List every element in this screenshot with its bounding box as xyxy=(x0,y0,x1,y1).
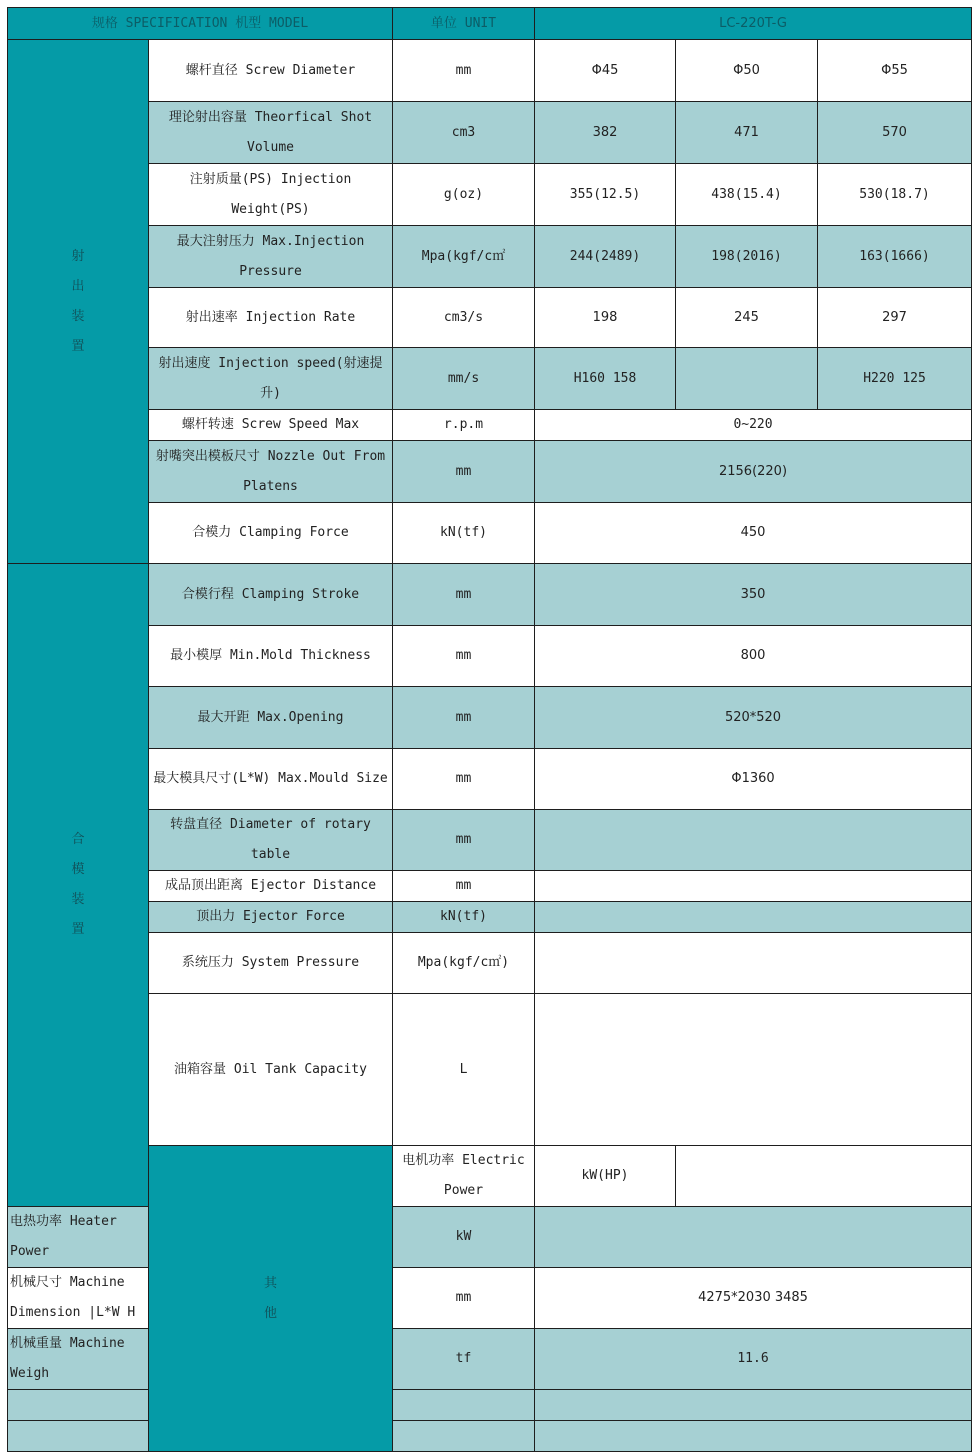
table-row xyxy=(8,871,972,902)
empty-cell xyxy=(393,1390,535,1421)
row-unit: mm xyxy=(393,810,535,871)
value-cell: 245 xyxy=(676,288,818,348)
row-unit: mm xyxy=(393,40,535,102)
row-unit: cm3 xyxy=(393,102,535,164)
row-label: 理论射出容量 Theorfical Shot Volume xyxy=(149,102,393,164)
row-label: 射出速度 Injection speed(射速提升) xyxy=(149,348,393,410)
value-cell: 2156(220) xyxy=(535,441,972,503)
row-label: 螺杆直径 Screw Diameter xyxy=(149,40,393,102)
row-unit: g(oz) xyxy=(393,164,535,226)
value-cell xyxy=(535,810,972,871)
row-unit: cm3/s xyxy=(393,288,535,348)
row-unit: mm xyxy=(393,441,535,503)
row-label: 电机功率 Electric Power xyxy=(393,1146,535,1207)
value-cell: 471 xyxy=(676,102,818,164)
value-cell xyxy=(535,871,972,902)
value-cell: 244(2489) xyxy=(535,226,676,288)
table-row xyxy=(8,102,972,164)
table-row xyxy=(8,994,972,1146)
row-label: 机械尺寸 Machine Dimension |L*W H xyxy=(8,1268,149,1329)
value-cell: 800 xyxy=(535,626,972,687)
value-cell: 198(2016) xyxy=(676,226,818,288)
specification-table xyxy=(7,7,972,1452)
table-row xyxy=(8,164,972,226)
table-row xyxy=(8,626,972,687)
row-unit: mm xyxy=(393,564,535,626)
value-cell: 382 xyxy=(535,102,676,164)
row-label: 最大注射压力 Max.Injection Pressure xyxy=(149,226,393,288)
row-label: 成品顶出距离 Ejector Distance xyxy=(149,871,393,902)
table-row xyxy=(8,902,972,933)
row-label: 最大模具尺寸(L*W) Max.Mould Size xyxy=(149,749,393,810)
value-cell: 297 xyxy=(818,288,972,348)
table-row xyxy=(8,441,972,503)
value-cell: Φ45 xyxy=(535,40,676,102)
row-label: 射出速率 Injection Rate xyxy=(149,288,393,348)
row-unit: r.p.m xyxy=(393,410,535,441)
table-row xyxy=(8,503,972,564)
row-unit: Mpa(kgf/c㎡) xyxy=(393,933,535,994)
value-cell: 0~220 xyxy=(535,410,972,441)
row-unit: tf xyxy=(393,1329,535,1390)
empty-cell xyxy=(8,1390,149,1421)
row-unit: kW(HP) xyxy=(535,1146,676,1207)
value-cell xyxy=(676,1146,972,1207)
row-unit: mm/s xyxy=(393,348,535,410)
value-cell: Φ55 xyxy=(818,40,972,102)
row-label: 螺杆转速 Screw Speed Max xyxy=(149,410,393,441)
value-cell: 438(15.4) xyxy=(676,164,818,226)
group-injection-unit: 射出装置 xyxy=(8,40,149,564)
value-cell xyxy=(535,933,972,994)
row-unit: mm xyxy=(393,749,535,810)
value-cell: 530(18.7) xyxy=(818,164,972,226)
value-cell xyxy=(535,1207,972,1268)
row-label: 射嘴突出模板尺寸 Nozzle Out From Platens xyxy=(149,441,393,503)
table-row xyxy=(8,226,972,288)
row-unit: kW xyxy=(393,1207,535,1268)
table-row xyxy=(8,1146,972,1207)
value-cell: 163(1666) xyxy=(818,226,972,288)
value-cell xyxy=(535,902,972,933)
value-cell: 198 xyxy=(535,288,676,348)
value-cell: 11.6 xyxy=(535,1329,972,1390)
row-unit: mm xyxy=(393,871,535,902)
table-row xyxy=(8,564,972,626)
value-cell: 350 xyxy=(535,564,972,626)
row-unit: mm xyxy=(393,626,535,687)
empty-cell xyxy=(535,1421,972,1452)
value-cell xyxy=(676,348,818,410)
table-row xyxy=(8,933,972,994)
value-cell: Φ50 xyxy=(676,40,818,102)
row-label: 电热功率 Heater Power xyxy=(8,1207,149,1268)
row-unit: Mpa(kgf/c㎡ xyxy=(393,226,535,288)
row-unit: mm xyxy=(393,1268,535,1329)
row-label: 转盘直径 Diameter of rotary table xyxy=(149,810,393,871)
table-row xyxy=(8,288,972,348)
empty-cell xyxy=(393,1421,535,1452)
table-row xyxy=(8,687,972,749)
value-cell: H160 158 xyxy=(535,348,676,410)
table-row xyxy=(8,40,972,102)
group-others: 其他 xyxy=(149,1146,393,1452)
table-row xyxy=(8,749,972,810)
table-row xyxy=(8,810,972,871)
value-cell: 355(12.5) xyxy=(535,164,676,226)
row-unit: mm xyxy=(393,687,535,749)
value-cell: 520*520 xyxy=(535,687,972,749)
value-cell: H220 125 xyxy=(818,348,972,410)
empty-cell xyxy=(535,1390,972,1421)
empty-cell xyxy=(8,1421,149,1452)
row-label: 系统压力 System Pressure xyxy=(149,933,393,994)
row-unit: kN(tf) xyxy=(393,902,535,933)
row-label: 顶出力 Ejector Force xyxy=(149,902,393,933)
value-cell: Φ1360 xyxy=(535,749,972,810)
table-row xyxy=(8,410,972,441)
value-cell: 4275*2030 3485 xyxy=(535,1268,972,1329)
value-cell: 570 xyxy=(818,102,972,164)
unit-header: 单位 UNIT xyxy=(393,8,535,40)
row-label: 合模行程 Clamping Stroke xyxy=(149,564,393,626)
model-header: LC-220T-G xyxy=(535,8,972,40)
value-cell: 450 xyxy=(535,503,972,564)
row-label: 最大开距 Max.Opening xyxy=(149,687,393,749)
row-label: 油箱容量 Oil Tank Capacity xyxy=(149,994,393,1146)
row-unit: kN(tf) xyxy=(393,503,535,564)
group-clamping-unit: 合模装置 xyxy=(8,564,149,1207)
row-label: 注射质量(PS) Injection Weight(PS) xyxy=(149,164,393,226)
table-row xyxy=(8,348,972,410)
row-label: 最小模厚 Min.Mold Thickness xyxy=(149,626,393,687)
header-row xyxy=(8,8,972,40)
row-label: 合模力 Clamping Force xyxy=(149,503,393,564)
spec-model-header: 规格 SPECIFICATION 机型 MODEL xyxy=(8,8,393,40)
row-label: 机械重量 Machine Weigh xyxy=(8,1329,149,1390)
row-unit: L xyxy=(393,994,535,1146)
value-cell xyxy=(535,994,972,1146)
